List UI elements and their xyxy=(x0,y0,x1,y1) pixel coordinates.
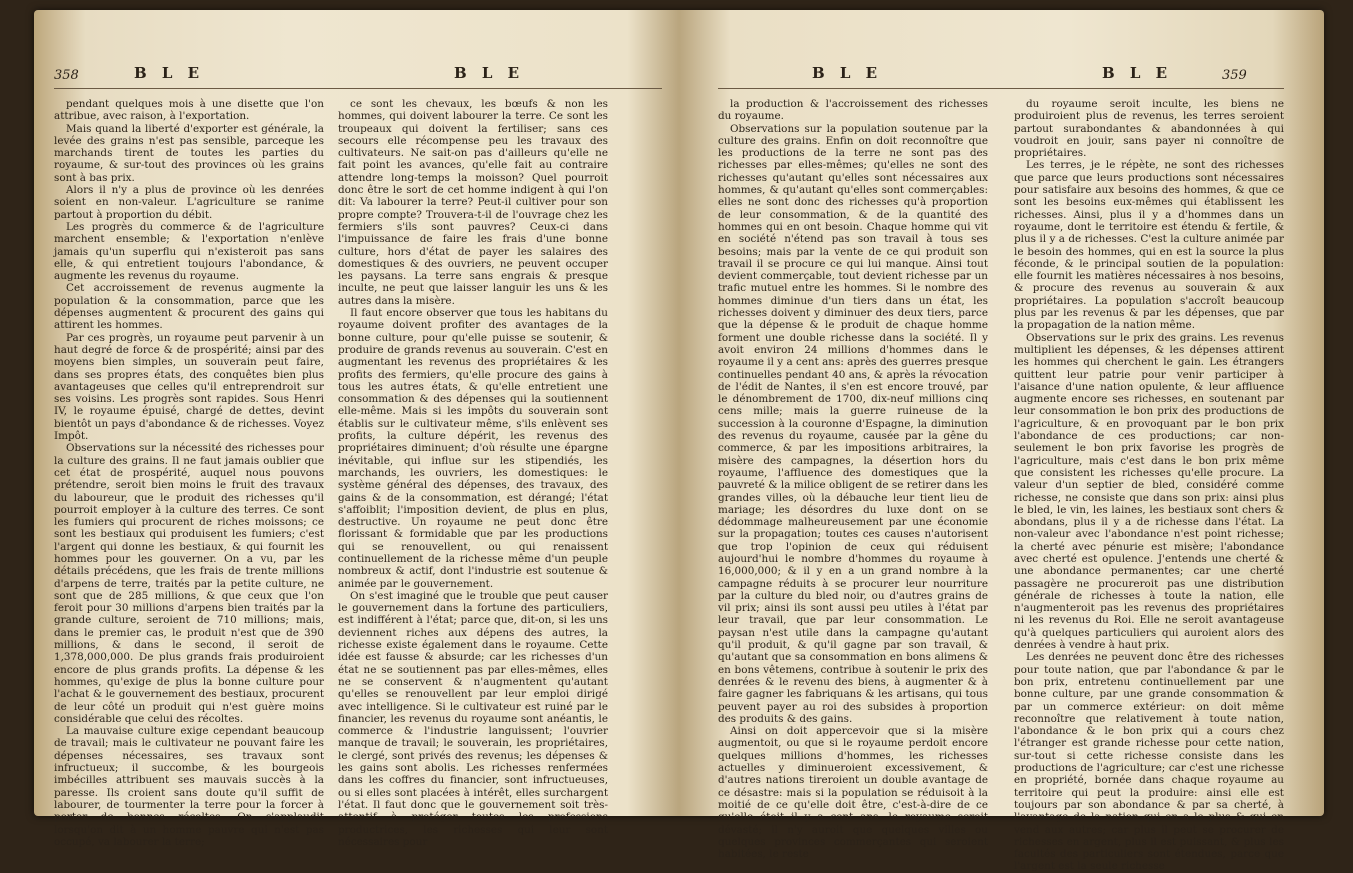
text-column-1 xyxy=(718,98,988,861)
running-head: B L E xyxy=(134,64,205,82)
text-column-2 xyxy=(338,98,608,848)
running-head: B L E xyxy=(812,64,883,82)
paragraph: ce sont les chevaux, les bœufs & non les hommes, qui doivent labourer la terre. Ce sont les troupeaux qui doivent la fertiliser; sans ces secours elle récompense peu les travaux des cultivateurs. Ne sait-on pas d'ailleurs qu'elle ne fait point les avances, qu'elle fait au contraire attendre long-temps la moisson? Quel pourroit donc être le sort de cet homme indigent à qui l'on dit: Va labourer la terre? Peut-il cultiver pour son propre compte? Trouvera-t-il de l'ouvrage chez les fermiers s'ils sont pauvres? Ceux-ci dans l'impuissance de faire les frais d'une bonne culture, hors d'état de payer les salaires des domestiques & des ouvriers, ne peuvent occuper les paysans. La terre sans engrais & presque inculte, ne peut que laisser languir les uns & les autres dans la misère. xyxy=(338,98,608,307)
paragraph: Observations sur le prix des grains. Les revenus multiplient les dépenses, & les dépenses attirent les hommes qui cherchent le gain. Les étrangers quittent leur patrie pour venir participer à l'aisance d'une nation opulente, & leur affluence augmente encore ses richesses, en soutenant par leur consommation le bon prix des productions de l'agriculture, & en provoquant par le bon prix l'abondance de ces productions; car non-seulement le bon prix favorise les progrès de l'agriculture, mais c'est dans le bon prix même que consistent les richesses qu'elle procure. La valeur d'un septier de bled, considéré comme richesse, ne consiste que dans son prix: ainsi plus le bled, le vin, les laines, les bestiaux sont chers & abondans, plus il y a de richesse dans l'état. La non-valeur avec l'abondance n'est point richesse; la cherté avec pénurie est misère; l'abondance avec cherté est opulence. J'entends une cherté & une abondance permanentes; car une cherté passagère ne procureroit pas une distribution générale de richesses à toute la nation, elle n'augmenteroit pas les revenus des propriétaires ni les revenus du Roi. Elle ne seroit avantageuse qu'à quelques particuliers qui auroient alors des denrées à vendre à haut prix. xyxy=(1014,331,1284,652)
page-number: 359 xyxy=(1222,68,1247,83)
paragraph: Par ces progrès, un royaume peut parvenir à un haut degré de force & de prospérité; ainsi par des moyens bien simples, un souverain peut faire, dans ses propres états, des conquêtes bien plus avantageuses que celles qu'il entreprendroit sur ses voisins. Les progrès sont rapides. Sous Henri IV, le royaume épuisé, chargé de dettes, devint bientôt un pays d'abondance & de richesses. Voyez Impôt. xyxy=(54,331,324,443)
page-number: 358 xyxy=(54,68,79,83)
paragraph: Observations sur la nécessité des richesses pour la culture des grains. Il ne faut jamais oublier que cet état de prospérité, auquel nous pouvons prétendre, seroit bien moins le fruit des travaux du laboureur, que le produit des richesses qu'il pourroit employer à la culture des terres. Ce sont les fumiers qui procurent de riches moissons; ce sont les bestiaux qui produisent les fumiers; c'est l'argent qui donne les bestiaux, & qui fournit les hommes pour les gouverner. On a vu, par les détails précédens, que les frais de trente millions d'arpens de terre, traités par la petite culture, ne sont que de 285 millions, & que ceux que l'on feroit pour 30 millions d'arpens bien traités par la grande culture, seroient de 710 millions; mais, dans le premier cas, le produit n'est que de 390 millions, & dans le second, il seroit de 1,378,000,000. De plus grands frais produiroient encore de plus grands profits. La dépense & les hommes, qu'exige de plus la bonne culture pour l'achat & le gouvernement des bestiaux, procurent de leur côté un produit qui n'est guère moins considérable que celui des récoltes. xyxy=(54,442,324,725)
paragraph: Observations sur la population soutenue par la culture des grains. Enfin on doit reconnoître que les productions de la terre ne sont pas des richesses par elles-mêmes; qu'elles ne sont des richesses qu'autant qu'elles sont nécessaires aux hommes, & qu'autant qu'elles sont commerçables: elles ne sont donc des richesses qu'à proportion de leur consommation, & de la quantité des hommes qui en ont besoin. Chaque homme qui vit en société n'étend pas son travail à tous ses besoins; mais par la vente de ce qui produit son travail il se procure ce qui lui manque. Ainsi tout devient commerçable, tout devient richesse par un trafic mutuel entre les hommes. Si le nombre des hommes diminue d'un tiers dans un état, les richesses doivent y diminuer des deux tiers, parce que la dépense & le produit de chaque homme forment une double richesse dans la société. Il y avoit environ 24 millions d'hommes dans le royaume il y a cent ans: après des guerres presque continuelles pendant 40 ans, & après la révocation de l'édit de Nantes, il s'en est encore trouvé, par le dénombrement de 1700, dix-neuf millions cinq cens mille; mais la guerre ruineuse de la succession à la couronne d'Espagne, la diminution des revenus du royaume, causée par la gêne du commerce, & par les impositions arbitraires, la misère des campagnes, la désertion hors du royaume, l'affluence des domestiques que la pauvreté & la milice obligent de se retirer dans les grandes villes, où la débauche leur tient lieu de mariage; les désordres du luxe dont on se dédommage malheureusement par une économie sur la propagation; toutes ces causes n'autorisent que trop l'opinion de ceux qui réduisent aujourd'hui le nombre d'hommes du royaume à 16,000,000; & il y en a un grand nombre à la campagne réduits à se procurer leur nourriture par la culture du bled noir, ou d'autres grains de vil prix; ainsi ils sont aussi peu utiles à l'état par leur travail, que par leur consommation. Le paysan n'est utile dans la campagne qu'autant qu'il produit, & qu'il gagne par son travail, & qu'autant que sa consommation en bons alimens & en bons vêtemens, contribue à soutenir le prix des denrées & le revenu des biens, à augmenter & à faire gagner les fabriquans & les artisans, qui tous peuvent payer au roi des subsides à proportion des produits & des gains. xyxy=(718,122,988,725)
running-head: B L E xyxy=(454,64,525,82)
paragraph: Cet accroissement de revenus augmente la population & la consommation, parce que les dépenses augmentent & procurent des gains qui attirent les hommes. xyxy=(54,282,324,332)
paragraph: Mais quand la liberté d'exporter est générale, la levée des grains n'est pas sensible, parceque les marchands tirent de toutes les parties du royaume, & sur-tout des provinces où les grains sont à bas prix. xyxy=(54,122,324,184)
paragraph: Il faut encore observer que tous les habitans du royaume doivent profiter des avantages de la bonne culture, pour qu'elle puisse se soutenir, & produire de grands revenus au souverain. C'est en augmentant les revenus des propriétaires & les profits des fermiers, qu'elle procure des gains à tous les autres états, & qu'elle entretient une consommation & des dépenses qui la soutiennent elle-même. Mais si les impôts du souverain sont établis sur le cultivateur même, s'ils enlèvent ses profits, la culture dépérit, les revenus des propriétaires diminuent; d'où résulte une épargne inévitable, qui influe sur les stipendiés, les marchands, les ouvriers, les domestiques: le système général des dépenses, des travaux, des gains & de la consommation, est dérangé; l'état s'affoiblit; l'imposition devient, de plus en plus, destructive. Un royaume ne peut donc être florissant & formidable que par les productions qui se renouvellent, ou qui renaissent continuellement de la richesse même d'un peuple nombreux & actif, dont l'industrie est soutenue & animée par le gouvernement. xyxy=(338,307,608,590)
text-column-2 xyxy=(1014,98,1284,873)
paragraph: du royaume seroit inculte, les biens ne produiroient plus de revenus, les terres seroient partout surabondantes & abandonnées à qui voudroit en jouir, sans payer ni connoître de propriétaires. xyxy=(1014,98,1284,160)
paragraph: Ainsi on doit appercevoir que si la misère augmentoit, ou que si le royaume perdoit encore quelques millions d'hommes, les richesses actuelles y diminueroient excessivement, & d'autres nations tireroient un double avantage de ce désastre: mais si la population se réduisoit à la moitié de ce qu'elle doit être, c'est-à-dire de ce qu'elle étoit il y a cent ans, le royaume seroit dévasté; il n'y auroit que quelques villes ou quelques provinces commerçantes qui seroient habitées, le reste xyxy=(718,725,988,861)
header-rule xyxy=(54,88,662,89)
paragraph: La mauvaise culture exige cependant beaucoup de travail; mais le cultivateur ne pouvant faire les dépenses nécessaires, ses travaux sont infructueux; il succombe, & les bourgeois imbécilles attribuent ses mauvais succès à la paresse. Ils croient sans doute qu'il suffit de labourer, de tourmenter la terre pour la forcer à porter de bonnes récoltes. On s'applaudit lorsqu'on dit à un homme pauvre qui n'est pas occupé, va labourer la terre; xyxy=(54,725,324,848)
paragraph: Les denrées ne peuvent donc être des richesses pour toute nation, que par l'abondance & par le bon prix, entretenu continuellement par une bonne culture, par une grande consommation & par un commerce extérieur: on doit même reconnoître que relativement à toute nation, l'abondance & le bon prix qui a cours chez l'étranger est grande richesse pour cette nation, sur-tout si cette richesse consiste dans les productions de l'agriculture; car c'est une richesse en propriété, bornée dans chaque royaume au territoire qui peut la produire: ainsi elle est toujours par son abondance & par sa cherté, à l'avantage de la nation qui en a le plus & qui en vend aux autres; car plus il peut se procurer de richesses en argent, plus il est puissant, & plus les facultés des particuliers sont étendues, parce que l'argent est la seule richesse xyxy=(1014,651,1284,873)
paragraph: Alors il n'y a plus de province où les denrées soient en non-valeur. L'agriculture se ranime partout à proportion du débit. xyxy=(54,184,324,221)
paragraph: On s'est imaginé que le trouble que peut causer le gouvernement dans la fortune des particuliers, est indifférent à l'état; parce que, dit-on, si les uns deviennent riches aux dépens des autres, la richesse existe également dans le royaume. Cette idée est fausse & absurde; car les richesses d'un état ne se soutiennent pas par elles-mêmes, elles ne se conservent & n'augmentent qu'autant qu'elles se renouvellent par leur emploi dirigé avec intelligence. Si le cultivateur est ruiné par le financier, les revenus du royaume sont anéantis, le commerce & l'industrie languissent; l'ouvrier manque de travail; le souverain, les propriétaires, le clergé, sont privés des revenus; les dépenses & les gains sont abolis. Les richesses renfermées dans les coffres du financier, sont infructueuses, ou si elles sont placées à intérêt, elles surchargent l'état. Il faut donc que le gouvernement soit très-attentif à protéger toutes les professions productrices, les richesses qui leur sont nécessaires pour xyxy=(338,589,608,848)
paragraph: pendant quelques mois à une disette que l'on attribue, avec raison, à l'exportation. xyxy=(54,98,324,123)
text-column-1 xyxy=(54,98,324,848)
book-spread xyxy=(34,10,1324,873)
right-page xyxy=(682,10,1324,873)
running-head: B L E xyxy=(1102,64,1173,82)
left-page xyxy=(34,10,682,848)
paragraph: la production & l'accroissement des richesses du royaume. xyxy=(718,98,988,123)
header-rule xyxy=(718,88,1284,89)
paragraph: Les terres, je le répète, ne sont des richesses que parce que leurs productions sont nécessaires pour satisfaire aux besoins des hommes, & que ce sont les besoins eux-mêmes qui établissent les richesses. Ainsi, plus il y a d'hommes dans un royaume, dont le territoire est étendu & fertile, & plus il y a de richesses. C'est la culture animée par le besoin des hommes, qui en est la source la plus féconde, & le principal soutien de la population: elle fournit les matières nécessaires à nos besoins, & procure des revenus au souverain & aux propriétaires. La population s'accroît beaucoup plus par les revenus & par les dépenses, que par la propagation de la nation même. xyxy=(1014,159,1284,332)
paragraph: Les progrès du commerce & de l'agriculture marchent ensemble; & l'exportation n'enlève jamais qu'un superflu qui n'existeroit pas sans elle, & qui entretient toujours l'abondance, & augmente les revenus du royaume. xyxy=(54,220,324,283)
